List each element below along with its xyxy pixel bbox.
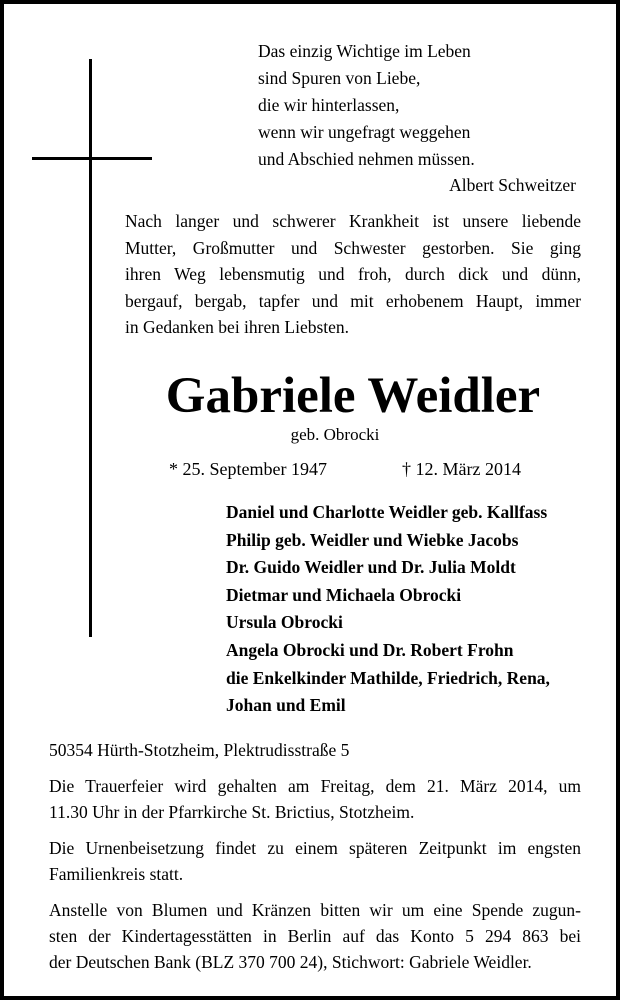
intro-line: ihren Weg lebensmutig und froh, durch dick und dünn, — [125, 264, 581, 284]
mourner-entry: Johan und Emil — [226, 695, 346, 716]
poem-line: Das einzig Wichtige im Leben — [258, 41, 471, 61]
intro-paragraph — [125, 208, 581, 341]
poem-line: und Abschied nehmen müssen. — [258, 149, 475, 169]
poem-line: sind Spuren von Liebe, — [258, 68, 421, 88]
urn-line: Die Urnenbeisetzung findet zu einem späteren Zeitpunkt im engsten — [49, 838, 581, 858]
poem-author: Albert Schweitzer — [449, 175, 576, 195]
deceased-name: Gabriele Weidler — [165, 368, 541, 424]
mourner-entry: Dietmar und Michaela Obrocki — [226, 584, 462, 605]
urn-burial-info — [49, 835, 581, 887]
death-date: † 12. März 2014 — [402, 459, 521, 479]
mourner-entry: Daniel und Charlotte Weidler geb. Kallfass — [226, 502, 548, 522]
mourners-list — [226, 499, 596, 720]
cross-icon-vertical-bar — [89, 59, 92, 637]
donation-line: sten der Kindertagesstätten in Berlin auf das Konto 5 294 863 bei — [49, 926, 581, 946]
intro-line: Nach langer und schwerer Krankheit ist unsere liebende — [125, 211, 581, 231]
funeral-info — [49, 773, 581, 825]
funeral-line: 11.30 Uhr in der Pfarrkirche St. Brictius, Stotzheim. — [49, 802, 415, 822]
mourner-entry: Philip geb. Weidler und Wiebke Jacobs — [226, 529, 519, 550]
maiden-name: geb. Obrocki — [290, 425, 380, 444]
mourner-entry: Ursula Obrocki — [226, 612, 343, 633]
poem — [258, 38, 588, 173]
intro-line: Mutter, Großmutter und Schwester gestorben. Sie ging — [125, 237, 581, 258]
donation-line: der Deutschen Bank (BLZ 370 700 24), Stichwort: Gabriele Weidler. — [49, 952, 532, 972]
urn-line: Familienkreis statt. — [49, 864, 184, 884]
intro-line: bergauf, bergab, tapfer und mit erhobenem Haupt, immer — [125, 290, 581, 311]
mourner-entry: die Enkelkinder Mathilde, Friedrich, Rena, — [226, 667, 550, 688]
donation-line: Anstelle von Blumen und Kränzen bitten wir um eine Spende zugun- — [49, 900, 581, 920]
birth-date: * 25. September 1947 — [169, 459, 327, 479]
cross-icon-horizontal-bar — [32, 157, 152, 160]
donation-info — [49, 897, 581, 975]
mourner-entry: Dr. Guido Weidler und Dr. Julia Moldt — [226, 557, 516, 578]
poem-line: wenn wir ungefragt weggehen — [258, 122, 471, 142]
family-address: 50354 Hürth-Stotzheim, Plektrudisstraße 5 — [49, 740, 350, 760]
poem-line: die wir hinterlassen, — [258, 95, 400, 115]
intro-line: in Gedanken bei ihren Liebsten. — [125, 317, 350, 337]
mourner-entry: Angela Obrocki und Dr. Robert Frohn — [226, 639, 514, 660]
funeral-line: Die Trauerfeier wird gehalten am Freitag, dem 21. März 2014, um — [49, 776, 581, 796]
